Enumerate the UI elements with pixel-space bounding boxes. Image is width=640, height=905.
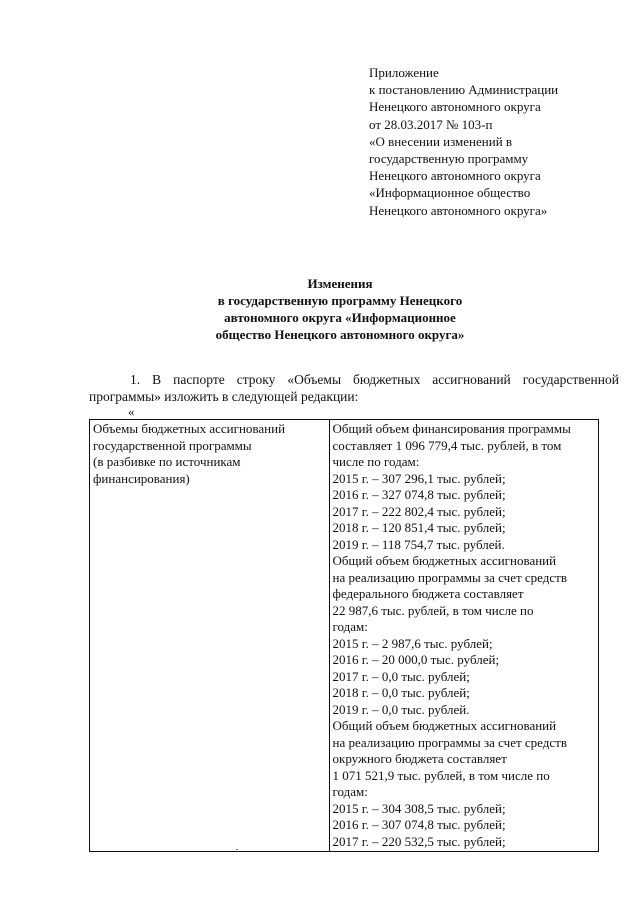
value-line: составляет 1 096 779,4 тыс. рублей, в том [332, 437, 562, 453]
table-row [90, 420, 599, 852]
value-line: 1 071 521,9 тыс. рублей, в том числе по [332, 767, 550, 783]
appendix-line: Ненецкого автономного округа» [369, 202, 548, 218]
appendix-line: «Информационное общество [369, 185, 531, 201]
value-line: 2016 г. – 327 074,8 тыс. рублей; [332, 487, 506, 502]
value-line: Общий объем бюджетных ассигнований [332, 718, 557, 733]
value-line: 2018 г. – 120 851,4 тыс. рублей; [332, 520, 506, 535]
value-line: Общий объем бюджетных ассигнований [332, 553, 557, 568]
appendix-line: от 28.03.2017 № 103-п [369, 116, 493, 132]
paragraph-1-line-2: программы» изложить в следующей редакции: [89, 389, 359, 404]
heading-title: Изменения [307, 276, 373, 291]
value-line: 2016 г. – 307 074,8 тыс. рублей; [332, 817, 506, 832]
label-line: Объемы бюджетных ассигнований [93, 421, 286, 436]
value-line: 2017 г. – 222 802,4 тыс. рублей; [332, 503, 506, 519]
value-line: числе по годам: [332, 454, 420, 469]
passport-table [89, 419, 599, 852]
appendix-line: Ненецкого автономного округа [369, 168, 541, 184]
value-line: 2017 г. – 0,0 тыс. рублей; [332, 668, 470, 684]
heading-line: в государственную программу Ненецкого [217, 293, 463, 308]
appendix-line: Ненецкого автономного округа [369, 99, 541, 115]
value-line: 2015 г. – 2 987,6 тыс. рублей; [332, 635, 493, 651]
value-line: Общий объем финансирования программы [332, 421, 571, 436]
value-line: годам: [332, 619, 368, 634]
label-line: (в разбивке по источникам [93, 454, 241, 469]
paragraph-1 [89, 371, 619, 405]
value-line: 2019 г. – 118 754,7 тыс. рублей. [332, 536, 505, 552]
scan-speck [236, 849, 238, 850]
label-line: государственной программы [93, 437, 252, 453]
value-line: 2017 г. – 220 532,5 тыс. рублей; [332, 833, 506, 849]
value-line: 2018 г. – 0,0 тыс. рублей; [332, 685, 470, 700]
value-line: 2019 г. – 0,0 тыс. рублей. [332, 701, 470, 717]
value-line: 2016 г. – 20 000,0 тыс. рублей; [332, 652, 500, 667]
value-line: на реализацию программы за счет средств [332, 734, 567, 750]
appendix-block [369, 64, 619, 219]
appendix-line: к постановлению Администрации [369, 82, 559, 98]
value-line: федерального бюджета составляет [332, 586, 524, 601]
value-line: годам: [332, 784, 368, 799]
document-heading [150, 275, 530, 343]
appendix-line: «О внесении изменений в [369, 133, 513, 149]
row-label-cell [90, 420, 330, 852]
open-quote-mark: « [128, 404, 135, 419]
appendix-line: Приложение [369, 65, 439, 80]
value-line: 22 987,6 тыс. рублей, в том числе по [332, 602, 534, 618]
value-line: 2015 г. – 304 308,5 тыс. рублей; [332, 800, 506, 816]
label-line: финансирования) [93, 470, 190, 486]
row-value-cell [329, 420, 599, 852]
heading-line: общество Ненецкого автономного округа» [215, 327, 465, 342]
appendix-line: государственную программу [369, 151, 529, 167]
heading-line: автономного округа «Информационное [224, 310, 456, 325]
value-line: окружного бюджета составляет [332, 751, 507, 766]
paragraph-1-line-1: 1. В паспорте строку «Объемы бюджетных ассигнований государственной [130, 372, 619, 387]
value-line: на реализацию программы за счет средств [332, 569, 567, 585]
value-line: 2015 г. – 307 296,1 тыс. рублей; [332, 470, 506, 486]
